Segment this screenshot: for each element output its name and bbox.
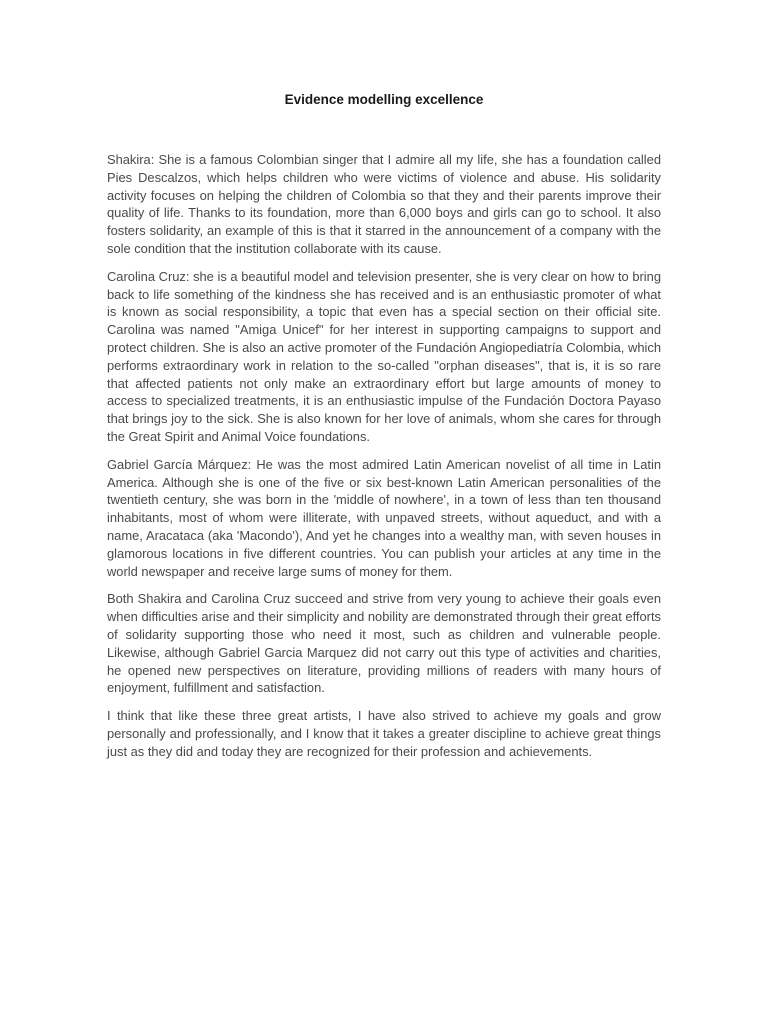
paragraph-carolina-cruz: Carolina Cruz: she is a beautiful model and television presenter, she is very clear on how to bring back to life something of the kindness she has received and is an enthusiastic promoter of what is known as social responsibility, a topic that even has a special section on their official site. Carolina was named "Amiga Unicef" for her interest in supporting campaigns to support and protect children. She is also an active promoter of the Fundación Angiopediatría Colombia, which performs extraordinary work in relation to the so-called "orphan diseases", that is, it is so rare that affected patients not only make an extraordinary effort but large amounts of money to access to specialized treatments, it is an enthusiastic impulse of the Fundación Doctora Payaso that brings joy to the sick. She is also known for her love of animals, whom she cares for through the Great Spirit and Animal Voice foundations.: [107, 268, 661, 444]
document-title: Evidence modelling excellence: [284, 92, 484, 107]
paragraph-shakira: Shakira: She is a famous Colombian singer that I admire all my life, she has a foundation called Pies Descalzos, which helps children who were victims of violence and abuse. His solidarity activity focuses on helping the children of Colombia so that they and their parents improve their quality of life. Thanks to its foundation, more than 6,000 boys and girls can go to school. It also fosters solidarity, an example of this is that it starred in the announcement of a company with the sole condition that the institution collaborate with its cause.: [107, 152, 661, 256]
paragraph-gabriel-garcia-marquez: Gabriel García Márquez: He was the most admired Latin American novelist of all time in Latin America. Although she is one of the five or six best-known Latin American personalities of the twentieth century, she was born in the 'middle of nowhere', in a town of less than ten thousand inhabitants, most of whom were illiterate, with unpaved streets, without aqueduct, and with a name, Aracataca (aka 'Macondo'), And yet he changes into a wealthy man, with seven houses in glamorous locations in five different countries. You can publish your articles at any time in the world newspaper and receive large sums of money for them.: [107, 456, 661, 579]
paragraph-conclusion: I think that like these three great artists, I have also strived to achieve my goals and grow personally and professionally, and I know that it takes a greater discipline to achieve great things just as they did and today they are recognized for their profession and achievements.: [107, 708, 661, 759]
paragraph-comparison: Both Shakira and Carolina Cruz succeed and strive from very young to achieve their goals even when difficulties arise and their simplicity and nobility are demonstrated through their great efforts of solidarity supporting those who need it most, such as children and vulnerable people. Likewise, although Gabriel Garcia Marquez did not carry out this type of activities and charities, he opened new perspectives on literature, providing millions of readers with many hours of enjoyment, fulfillment and satisfaction.: [107, 591, 661, 696]
document-body: [107, 151, 661, 771]
